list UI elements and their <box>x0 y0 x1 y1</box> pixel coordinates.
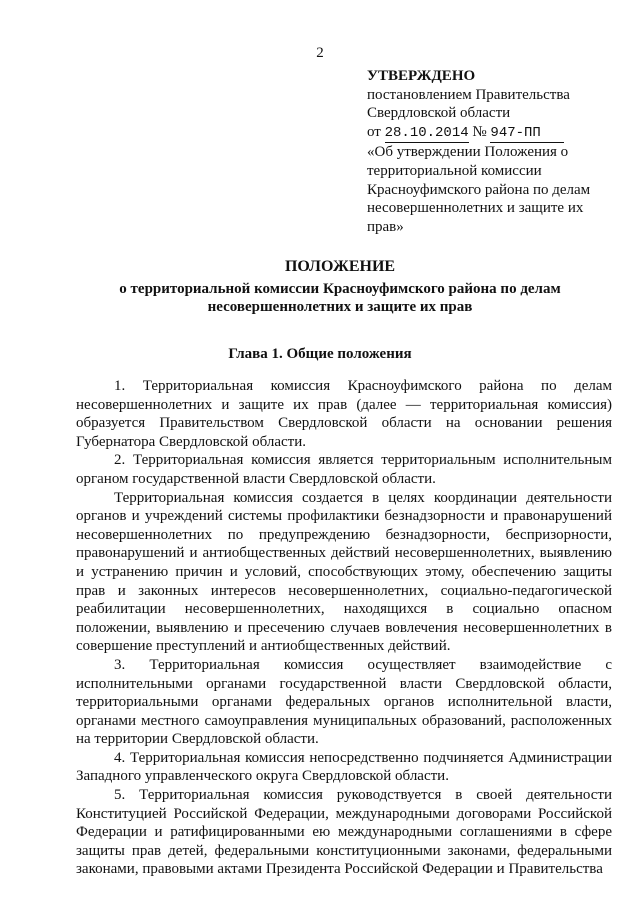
subject-line-4: несовершеннолетних и защите их <box>367 200 584 217</box>
approval-heading: УТВЕРЖДЕНО <box>367 68 476 84</box>
date-value: 28.10.2014 <box>384 124 469 141</box>
title-subtitle-1: о территориальной комиссии Красноуфимского района по делам <box>119 280 561 297</box>
paragraph-2: 2. Территориальная комиссия является территориальным исполнительным органом государственной власти Свердловской области. <box>76 452 612 487</box>
paragraph-6: 5. Территориальная комиссия руководствуется в своей деятельности Конституцией Российской Федерации, международными договорами Российской Федерации и ратифицированными ею международными соглашениями в сфере защиты прав детей, федеральными конституционными законами, федеральными законами, правовыми актами Президента Российской Федерации и Правительства <box>76 787 612 878</box>
document-title <box>60 258 620 317</box>
chapter-heading: Глава 1. Общие положения <box>228 346 412 362</box>
paragraph-5: 4. Территориальная комиссия непосредственно подчиняется Администрации Западного управленческого округа Свердловской области. <box>76 749 612 785</box>
number-prefix: № <box>472 123 487 140</box>
date-prefix: от <box>367 123 381 140</box>
title-subtitle-2: несовершеннолетних и защите их прав <box>207 299 473 316</box>
date-field <box>385 123 469 144</box>
approval-date-line <box>367 123 617 144</box>
subject-line-3: Красноуфимского района по делам <box>367 181 591 198</box>
number-field <box>490 123 564 144</box>
page-number: 2 <box>316 45 324 61</box>
body-text <box>76 377 612 879</box>
approval-stamp <box>367 67 617 236</box>
number-value: 947-ПП <box>490 124 541 141</box>
subject-line-2: территориальной комиссии <box>367 162 542 179</box>
paragraph-1: 1. Территориальная комиссия Красноуфимского района по делам несовершеннолетних и защите их прав (далее — территориальная комиссия) образуется Правительством Свердловской области на основании решения Губернатора Свердловской области. <box>76 378 612 450</box>
subject-line-1: «Об утверждении Положения о <box>367 144 569 161</box>
title-heading: ПОЛОЖЕНИЕ <box>284 258 396 275</box>
paragraph-4: 3. Территориальная комиссия осуществляет взаимодействие с исполнительными органами государственной власти Свердловской области, территориальными органами федеральных органов исполнительной власти, органами местного самоуправления муниципальных образований, расположенных на территории Свердловской области. <box>76 656 612 748</box>
paragraph-3: Территориальная комиссия создается в целях координации деятельности органов и учреждений системы профилактики безнадзорности и правонарушений несовершеннолетних по предупреждению безнадзорности, беспризорности, правонарушений и антиобщественных действий несовершеннолетних, выявлению и устранению причин и условий, способствующих этому, обеспечению защиты прав и законных интересов несовершеннолетних, социально-педагогической реабилитации несовершеннолетних, находящихся в социально опасном положении, выявлению и пресечению случаев вовлечения несовершеннолетних в совершение преступлений и антиобщественных действий. <box>76 489 612 655</box>
subject-line-5: прав» <box>367 218 404 235</box>
approval-line-1: постановлением Правительства <box>367 86 570 103</box>
approval-line-2: Свердловской области <box>367 105 511 122</box>
